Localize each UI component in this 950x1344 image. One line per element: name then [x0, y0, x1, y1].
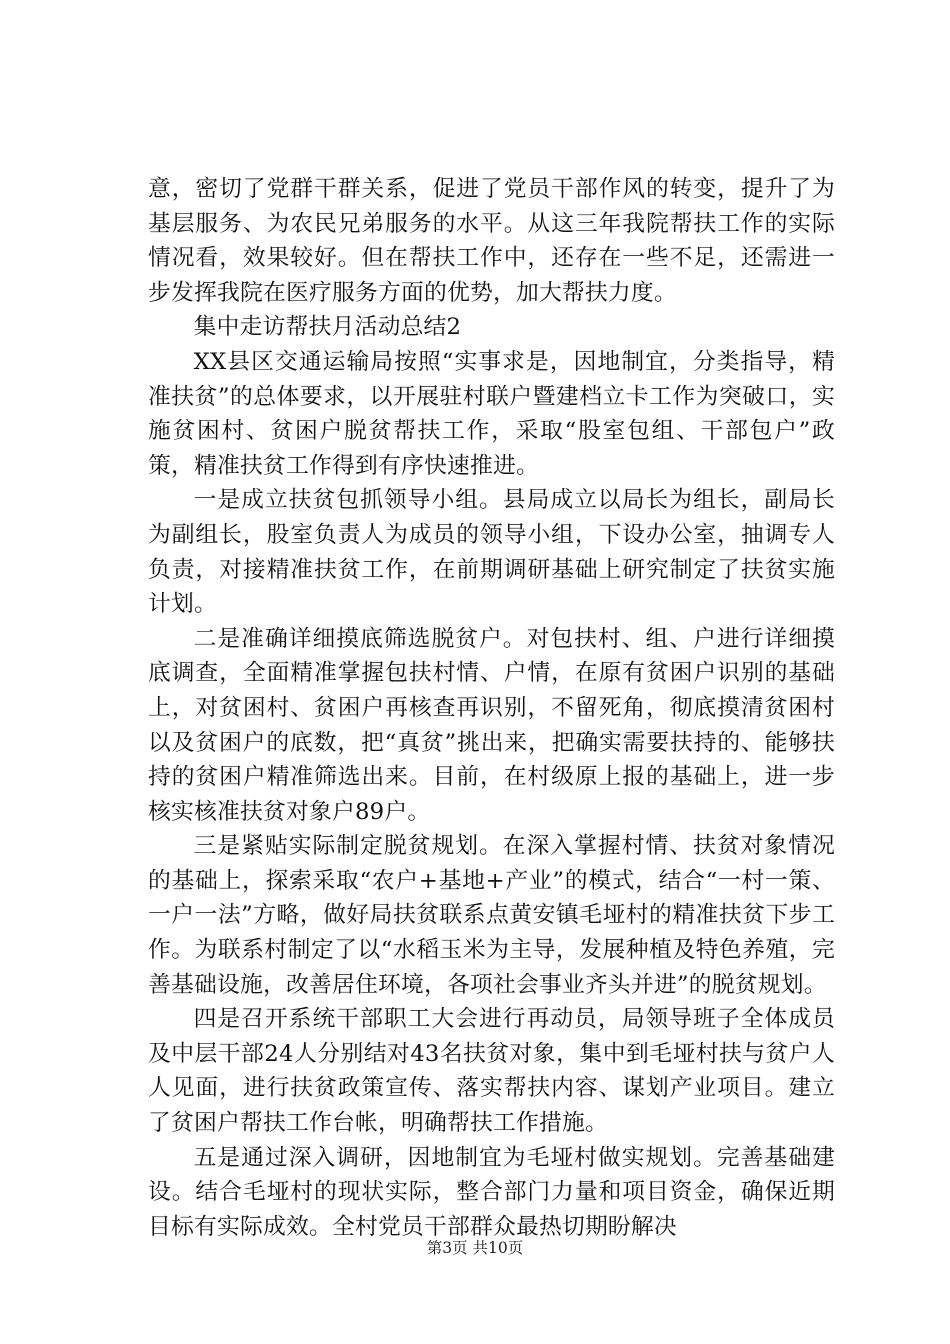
- paragraph-point-1: 一是成立扶贫包抓领导小组。县局成立以局长为组长，副局长为副组长，股室负责人为成员的领导小组，下设办公室，抽调专人负责，对接精准扶贫工作，在前期调研基础上研究制定了扶贫实施计划。: [148, 487, 835, 618]
- page-number: 第3页 共10页: [426, 1239, 524, 1257]
- paragraph-point-5: 五是通过深入调研，因地制宜为毛垭村做实规划。完善基础建设。结合毛垭村的现状实际，整合部门力量和项目资金，确保近期目标有实际成效。全村党员干部群众最热切期盼解决: [148, 1144, 835, 1240]
- paragraph-point-2: 二是准确详细摸底筛选脱贫户。对包扶村、组、户进行详细摸底调查，全面精准掌握包扶村情、户情，在原有贫困户识别的基础上，对贫困村、贫困户再核查再识别，不留死角，彻底摸清贫困村以及贫困户的底数，把“真贫”挑出来，把确实需要扶持的、能够扶持的贫困户精准筛选出来。目前，在村级原上报的基础上，进一步核实核准扶贫对象户89户。: [148, 625, 835, 825]
- paragraph-continuation: 意，密切了党群干群关系，促进了党员干部作风的转变，提升了为基层服务、为农民兄弟服务的水平。从这三年我院帮扶工作的实际情况看，效果较好。但在帮扶工作中，还存在一些不足，还需进一步发挥我院在医疗服务方面的优势，加大帮扶力度。: [148, 176, 835, 306]
- paragraph-point-4: 四是召开系统干部职工大会进行再动员，局领导班子全体成员及中层干部24人分别结对43名扶贫对象，集中到毛垭村扶与贫户人人见面，进行扶贫政策宣传、落实帮扶内容、谋划产业项目。建立了贫困户帮扶工作台帐，明确帮扶工作措施。: [148, 1006, 835, 1137]
- paragraph-point-3: 三是紧贴实际制定脱贫规划。在深入掌握村情、扶贫对象情况的基础上，探索采取“农户+基地+产业”的模式，结合“一村一策、一户一法”方略，做好局扶贫联系点黄安镇毛垭村的精准扶贫下步工作。为联系村制定了以“水稻玉米为主导，发展种植及特色养殖，完善基础设施，改善居住环境，各项社会事业齐头并进”的脱贫规划。: [148, 833, 835, 998]
- document-body: [148, 172, 835, 1244]
- section-heading: 集中走访帮扶月活动总结2: [193, 314, 462, 341]
- paragraph-intro: XX县区交通运输局按照“实事求是，因地制宜，分类指导，精准扶贫”的总体要求，以开展驻村联户暨建档立卡工作为突破口，实施贫困村、贫困户脱贫帮扶工作，采取“股室包组、干部包户”政策，精准扶贫工作得到有序快速推进。: [148, 348, 835, 479]
